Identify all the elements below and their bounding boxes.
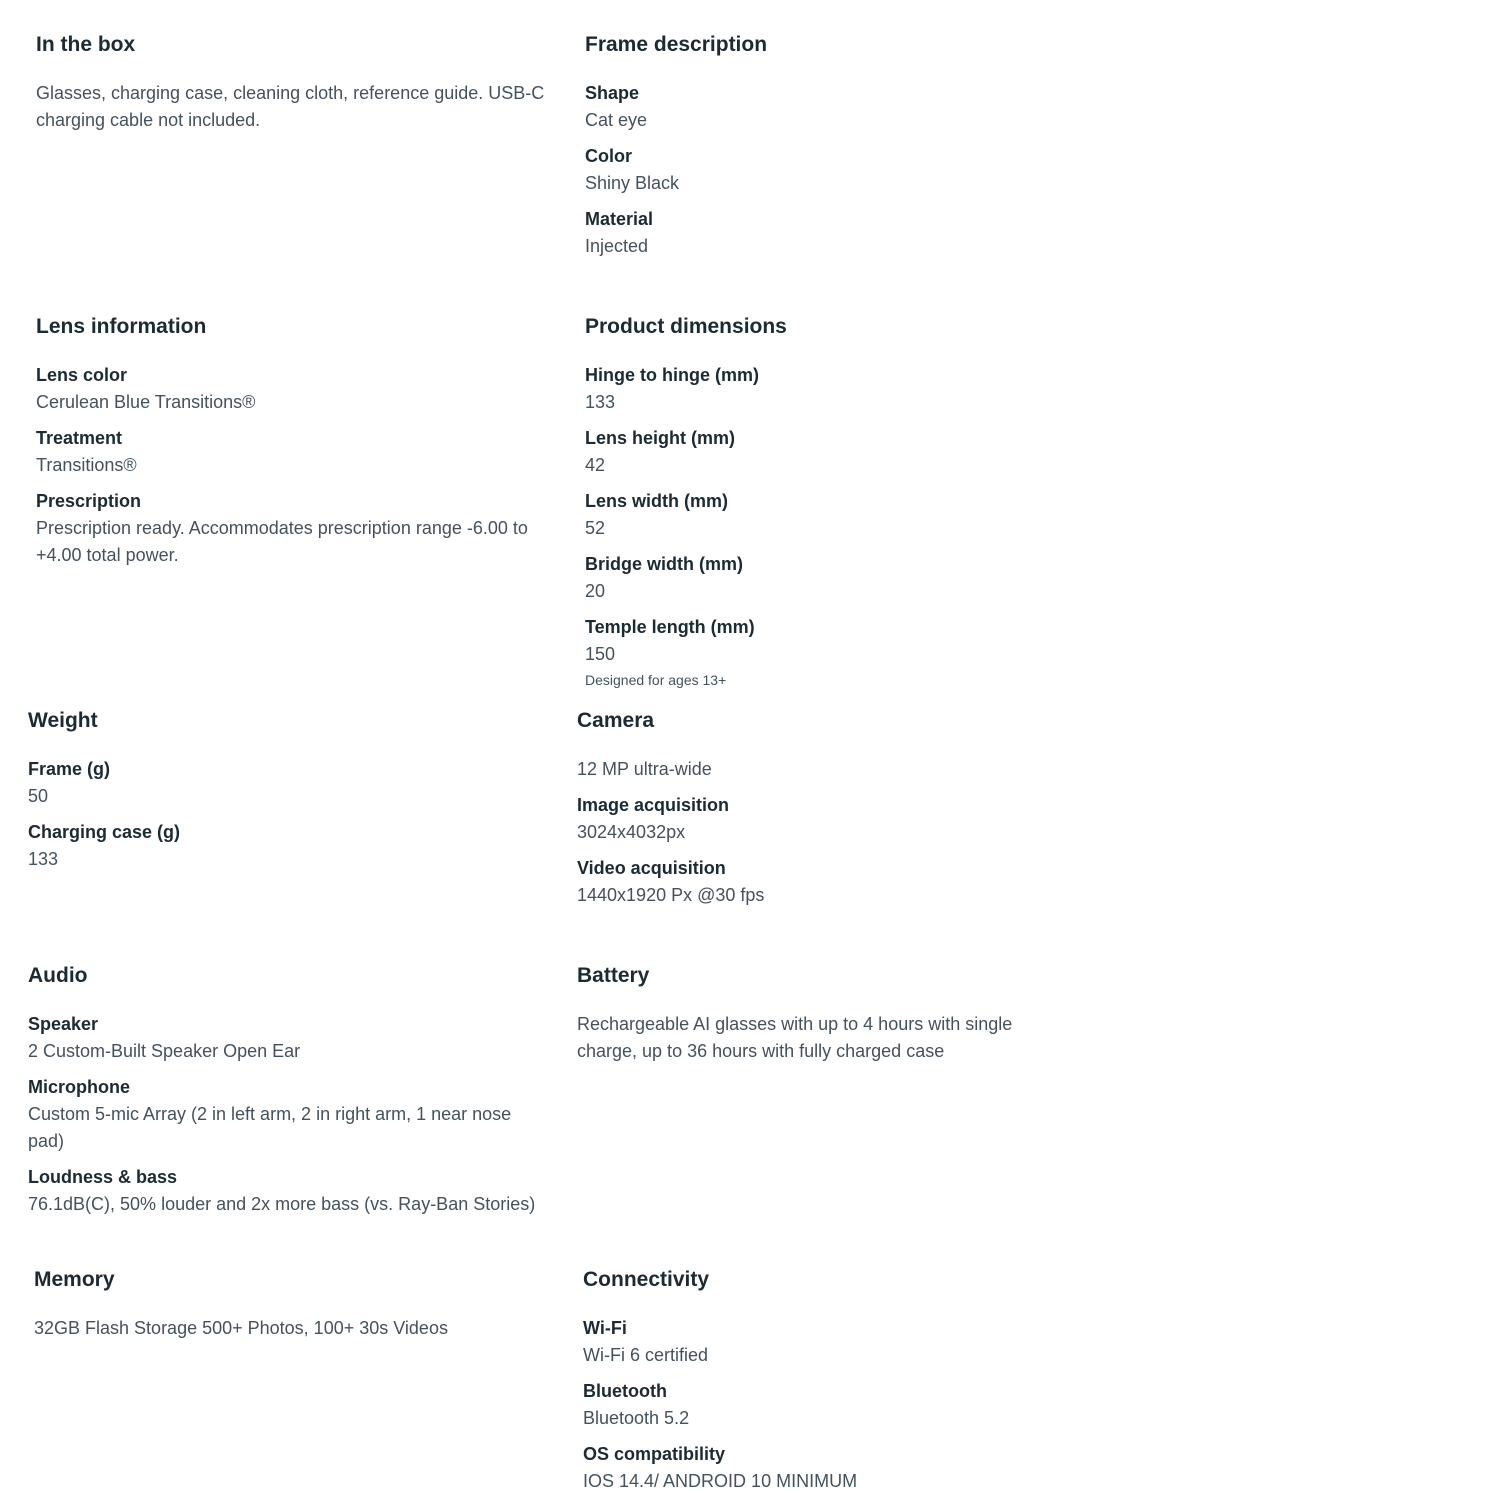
spec-value: 52 [585, 518, 606, 538]
spec-item-speaker [28, 1011, 540, 1065]
spec-value: Shiny Black [585, 173, 680, 193]
spec-label: Prescription [36, 491, 142, 511]
section-weight [28, 707, 548, 882]
spec-value: IOS 14.4/ ANDROID 10 MINIMUM [583, 1471, 858, 1491]
spec-item-temple-length [585, 614, 1105, 668]
spec-value: 1440x1920 Px @30 fps [577, 885, 765, 905]
spec-item-hinge-to-hinge [585, 362, 1105, 416]
spec-label: Color [585, 146, 632, 166]
spec-value: 150 [585, 644, 616, 664]
spec-value: Prescription ready. Accommodates prescription range -6.00 to +4.00 total power. [36, 518, 528, 565]
spec-label: Image acquisition [577, 795, 730, 815]
section-title: Camera [577, 709, 655, 732]
spec-value: 3024x4032px [577, 822, 686, 842]
spec-label: Material [585, 209, 654, 229]
spec-item-charging-case-weight [28, 819, 548, 873]
section-lens-information [36, 313, 548, 578]
spec-item-bluetooth [583, 1378, 1103, 1432]
section-title: Audio [28, 964, 88, 987]
spec-item-loudness-bass [28, 1164, 540, 1218]
spec-item-shape [585, 80, 1105, 134]
spec-value: 76.1dB(C), 50% louder and 2x more bass (vs. Ray-Ban Stories) [28, 1194, 536, 1214]
section-camera [577, 707, 1097, 918]
spec-item-color [585, 143, 1105, 197]
spec-value: 50 [28, 786, 49, 806]
spec-item-treatment [36, 425, 548, 479]
spec-item-os-compatibility [583, 1441, 1103, 1495]
spec-label: Shape [585, 83, 640, 103]
section-title: Connectivity [583, 1268, 710, 1291]
spec-value: Cerulean Blue Transitions® [36, 392, 256, 412]
spec-item-prescription [36, 488, 548, 569]
in-the-box-text: Glasses, charging case, cleaning cloth, reference guide. USB-C charging cable not included. [36, 83, 545, 130]
spec-label: Hinge to hinge (mm) [585, 365, 759, 385]
spec-label: Lens width (mm) [585, 491, 728, 511]
age-footnote: Designed for ages 13+ [585, 672, 727, 688]
section-title: Frame description [585, 33, 768, 56]
section-title: Battery [577, 964, 650, 987]
spec-label: Lens height (mm) [585, 428, 736, 448]
spec-value: 20 [585, 581, 606, 601]
spec-label: Video acquisition [577, 858, 726, 878]
spec-value: Injected [585, 236, 649, 256]
camera-text: 12 MP ultra-wide [577, 759, 712, 779]
spec-value: Bluetooth 5.2 [583, 1408, 690, 1428]
spec-label: OS compatibility [583, 1444, 726, 1464]
section-title: Lens information [36, 315, 207, 338]
spec-label: Wi-Fi [583, 1318, 627, 1338]
spec-item-material [585, 206, 1105, 260]
spec-label: Charging case (g) [28, 822, 181, 842]
spec-item-lens-color [36, 362, 548, 416]
section-title: Weight [28, 709, 98, 732]
battery-text: Rechargeable AI glasses with up to 4 hours with single charge, up to 36 hours with fully charged case [577, 1014, 1013, 1061]
spec-item-lens-width [585, 488, 1105, 542]
spec-item-video-acquisition [577, 855, 1097, 909]
spec-label: Temple length (mm) [585, 617, 755, 637]
section-frame-description [585, 31, 1105, 269]
spec-value: Custom 5-mic Array (2 in left arm, 2 in right arm, 1 near nose pad) [28, 1104, 512, 1151]
section-in-the-box [36, 31, 548, 134]
spec-label: Bluetooth [583, 1381, 667, 1401]
section-audio [28, 962, 540, 1227]
spec-item-bridge-width [585, 551, 1105, 605]
section-memory [34, 1266, 554, 1342]
section-title: Memory [34, 1268, 115, 1291]
spec-label: Microphone [28, 1077, 130, 1097]
spec-value: Cat eye [585, 110, 648, 130]
section-battery [577, 962, 1047, 1065]
section-title: Product dimensions [585, 315, 787, 338]
memory-text: 32GB Flash Storage 500+ Photos, 100+ 30s Videos [34, 1318, 448, 1338]
spec-item-image-acquisition [577, 792, 1097, 846]
spec-value: Wi-Fi 6 certified [583, 1345, 709, 1365]
section-title: In the box [36, 33, 136, 56]
spec-value: 42 [585, 455, 606, 475]
section-product-dimensions [585, 313, 1105, 690]
spec-label: Bridge width (mm) [585, 554, 743, 574]
spec-value: Transitions® [36, 455, 137, 475]
section-connectivity [583, 1266, 1103, 1495]
spec-label: Loudness & bass [28, 1167, 178, 1187]
spec-label: Speaker [28, 1014, 99, 1034]
spec-label: Treatment [36, 428, 123, 448]
spec-label: Lens color [36, 365, 128, 385]
spec-value: 133 [28, 849, 59, 869]
spec-item-lens-height [585, 425, 1105, 479]
spec-label: Frame (g) [28, 759, 111, 779]
spec-item-microphone [28, 1074, 540, 1155]
spec-value: 2 Custom-Built Speaker Open Ear [28, 1041, 301, 1061]
spec-item-wifi [583, 1315, 1103, 1369]
spec-item-frame-weight [28, 756, 548, 810]
spec-value: 133 [585, 392, 616, 412]
